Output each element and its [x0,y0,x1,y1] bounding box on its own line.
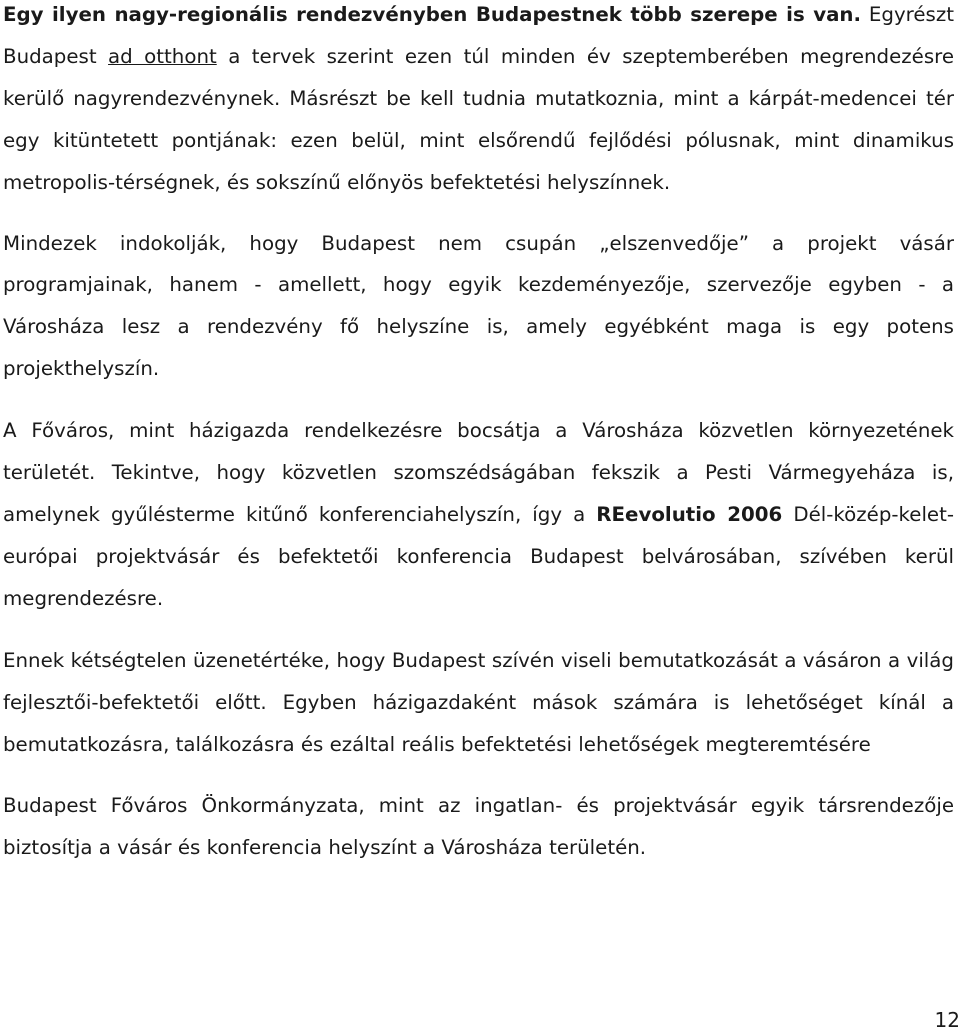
paragraph-budapest-roles [3,0,954,204]
paragraph-message: Ennek kétségtelen üzenetértéke, hogy Budapest szívén viseli bemutatkozását a vásáron a világ fejlesztői-befektetői előtt. Egyben házigazdaként mások számára is lehetőséget kínál a bemutatkozásra, találkozásra és ezáltal reális befektetési lehetőségek megteremtésére [3,648,954,756]
page-number: 12 [934,1008,960,1032]
paragraph-text: A Főváros, mint házigazda rendelkezésre bocsátja a Városháza közvetlen környezetének területét. Tekintve, hogy közvetlen szomszédságában fekszik a Pesti Vármegyeháza is, amelynek gyűlésterme kitűnő konferenciahelyszín, így a [3,419,954,526]
event-name: REevolutio 2006 [596,502,783,526]
paragraph-venue [3,410,954,620]
paragraph-justification: Mindezek indokolják, hogy Budapest nem csupán „elszenvedője” a projekt vásár programjainak, hanem - amellett, hogy egyik kezdeményezője, szervezője egyben - a Városháza lesz a rendezvény fő helyszíne is, amely egyébként maga is egy potens projekthelyszín. [3,231,954,381]
paragraph-text: Dél-közép-kelet-európai projektvásár és befektetői konferencia Budapest belvárosában, szívében kerül megrendezésre. [3,502,954,610]
document-page [3,0,954,869]
bold-intro: Egy ilyen nagy-regionális rendezvényben Budapestnek több szerepe is van. [3,3,862,26]
paragraph-text: Egyrészt Budapest [3,3,954,68]
paragraph-co-organizer: Budapest Főváros Önkormányzata, mint az ingatlan- és projektvásár egyik társrendezője biztosítja a vásár és konferencia helyszínt a Városháza területén. [3,794,954,860]
paragraph-text: a tervek szerint ezen túl minden év szeptemberében megrendezésre kerülő nagyrendezvénynek. Másrészt be kell tudnia mutatkoznia, mint a kárpát-medencei tér egy kitüntetett pontjának: ezen belül, mint elsőrendű fejlődési pólusnak, mint dinamikus metropolis-térségnek, és sokszínű előnyös befektetési helyszínnek. [3,44,954,194]
underlined-phrase: ad otthont [108,44,217,68]
